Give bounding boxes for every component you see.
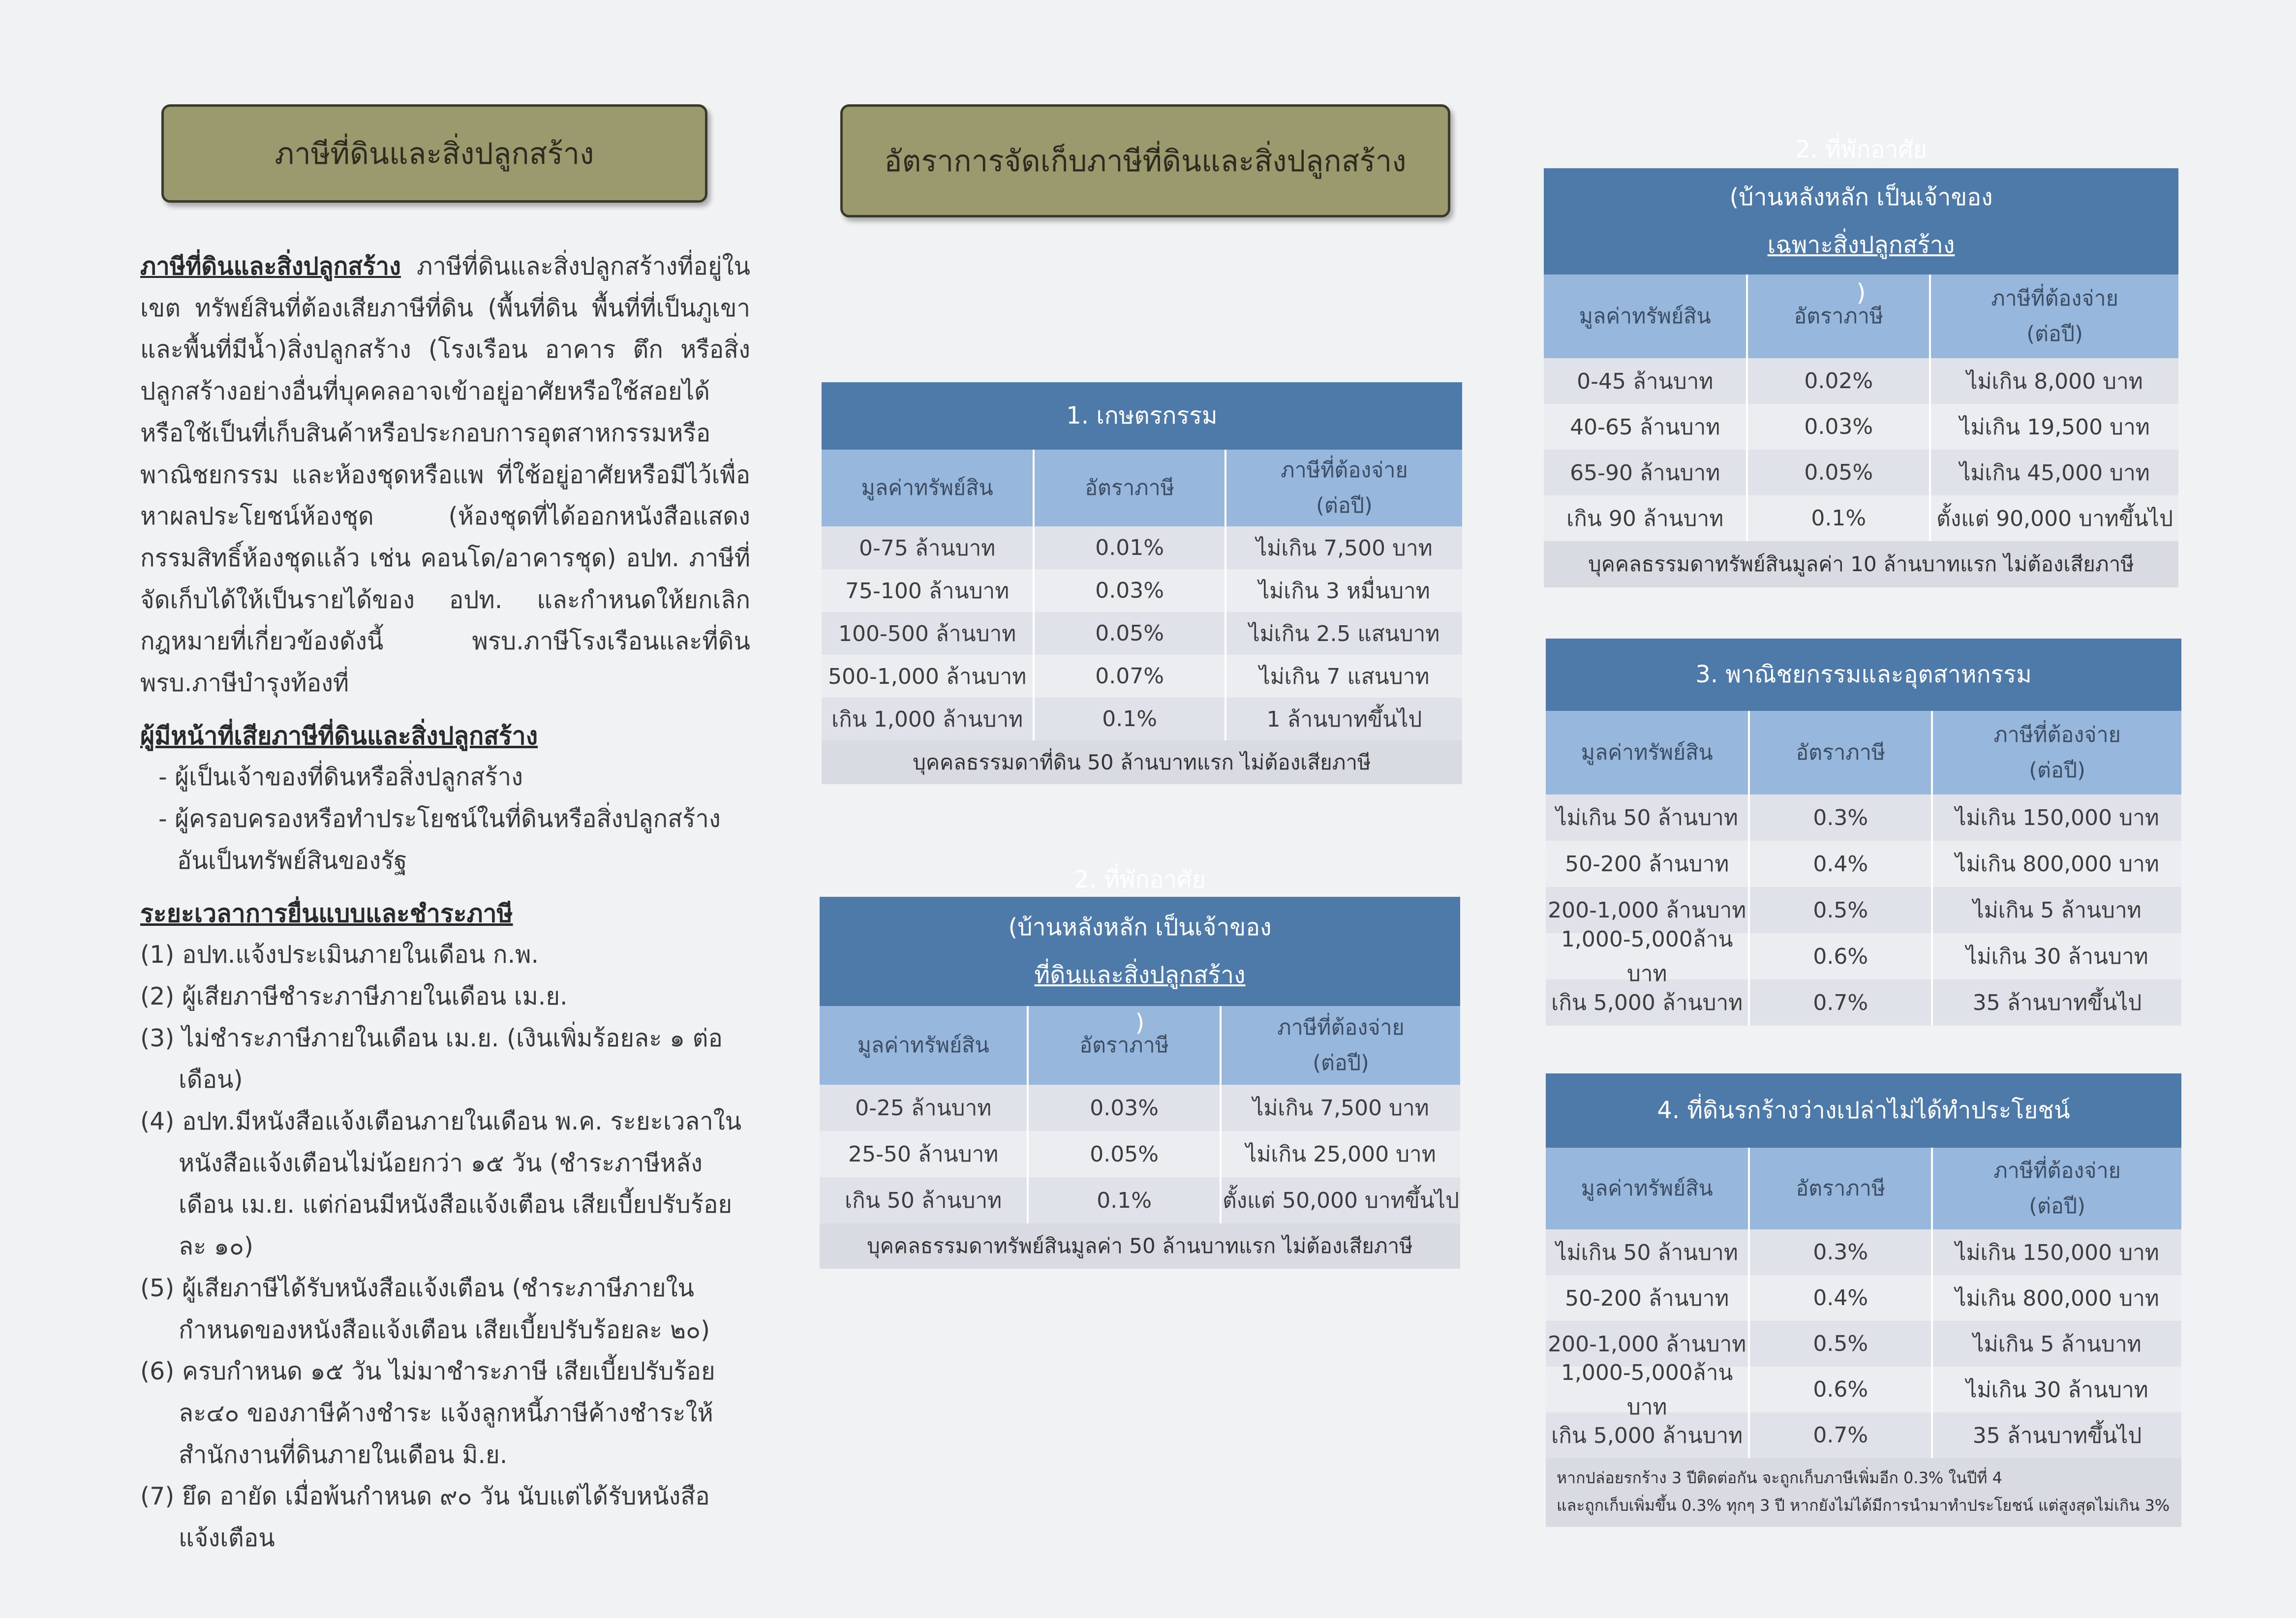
cell-rate: 0.03% xyxy=(1027,1085,1220,1131)
cell-value: เกิน 5,000 ล้านบาท xyxy=(1551,990,1743,1015)
cell-payable: ไม่เกิน 7,500 บาท xyxy=(1220,1085,1460,1131)
cell-payable: 1 ล้านบาทขึ้นไป xyxy=(1225,698,1462,740)
cell-rate: 0.4% xyxy=(1748,841,1931,887)
header-per-year: (ต่อปี) xyxy=(1316,493,1373,518)
cell-value: ไม่เกิน 50 ล้านบาท xyxy=(1556,1240,1738,1265)
table-row xyxy=(1544,450,2178,495)
subtitle-suffix: ) xyxy=(1135,1009,1145,1037)
header-rate: อัตราภาษี xyxy=(1033,450,1225,526)
cell-payable: ไม่เกิน 45,000 บาท xyxy=(1929,450,2178,495)
cell-rate: 0.1% xyxy=(1033,698,1225,740)
header-payable-text: ภาษีที่ต้องจ่าย xyxy=(1991,286,2118,311)
header-value: มูลค่าทรัพย์สิน xyxy=(1581,1176,1713,1201)
subtitle-prefix: (บ้านหลังหลัก เป็นเจ้าของ xyxy=(1008,914,1272,941)
cell-payable: ไม่เกิน 5 ล้านบาท xyxy=(1931,887,2181,933)
table-footer: บุคคลธรรมดาทรัพย์สินมูลค่า 10 ล้านบาทแรก ไม่ต้องเสียภาษี xyxy=(1544,541,2178,587)
intro-paragraph xyxy=(140,246,750,704)
cell-value: 500-1,000 ล้านบาท xyxy=(828,664,1027,689)
intro-term: ภาษีที่ดินและสิ่งปลูกสร้าง xyxy=(140,252,401,280)
table-row xyxy=(1544,495,2178,541)
table-header xyxy=(1544,275,2178,358)
schedule-item: (7) ยึด อายัด เมื่อพ้นกำหนด ๙๐ วัน นับแต่ได้รับหนังสือแจ้งเตือน xyxy=(140,1482,710,1553)
cell-payable: ไม่เกิน 8,000 บาท xyxy=(1929,358,2178,404)
header-value: มูลค่าทรัพย์สิน xyxy=(1579,304,1711,329)
cell-rate: 0.01% xyxy=(1033,526,1225,569)
cell-payable: 35 ล้านบาทขึ้นไป xyxy=(1931,979,2181,1026)
subtitle-prefix: (บ้านหลังหลัก เป็นเจ้าของ xyxy=(1729,183,1993,211)
cell-value: 40-65 ล้านบาท xyxy=(1570,414,1720,440)
cell-rate: 0.05% xyxy=(1027,1131,1220,1177)
table-note xyxy=(1546,1458,2181,1527)
table-row xyxy=(822,569,1462,612)
table-row xyxy=(1544,404,2178,450)
cell-rate: 0.05% xyxy=(1746,450,1929,495)
cell-value: 200-1,000 ล้านบาท xyxy=(1548,898,1746,923)
table-row xyxy=(822,612,1462,655)
cell-rate: 0.05% xyxy=(1033,612,1225,655)
cell-payable: ไม่เกิน 150,000 บาท xyxy=(1931,794,2181,841)
middle-banner-title: อัตราการจัดเก็บภาษีที่ดินและสิ่งปลูกสร้าง xyxy=(884,144,1407,179)
left-banner xyxy=(161,104,707,203)
schedule-heading: ระยะเวลาการยื่นแบบและชำระภาษี xyxy=(140,899,513,928)
cell-rate: 0.3% xyxy=(1748,794,1931,841)
table-vacant-land xyxy=(1546,1073,2181,1527)
header-payable xyxy=(1220,1006,1460,1085)
table-row xyxy=(1544,358,2178,404)
table-agriculture xyxy=(822,382,1462,784)
schedule-item: (1) อปท.แจ้งประเมินภายในเดือน ก.พ. xyxy=(140,941,539,969)
table-residential-land xyxy=(820,866,1460,1269)
table-title xyxy=(1546,639,2181,711)
cell-payable: ไม่เกิน 5 ล้านบาท xyxy=(1931,1321,2181,1367)
cell-payable: ไม่เกิน 7,500 บาท xyxy=(1225,526,1462,569)
note-line: หากปล่อยรกร้าง 3 ปีติดต่อกัน จะถูกเก็บภาษีเพิ่มอีก 0.3% ในปีที่ 4 xyxy=(1557,1468,2002,1487)
table-row xyxy=(1546,1360,2181,1420)
header-per-year: (ต่อปี) xyxy=(2029,758,2085,783)
cell-value: เกิน 90 ล้านบาท xyxy=(1566,506,1724,531)
table-title-text: 4. ที่ดินรกร้างว่างเปล่าไม่ได้ทำประโยชน์ xyxy=(1657,1097,2070,1124)
subtitle-underlined: เฉพาะสิ่งปลูกสร้าง xyxy=(1767,231,1955,259)
cell-value: 1,000-5,000ล้านบาท xyxy=(1561,927,1733,986)
middle-banner xyxy=(840,104,1450,217)
cell-value: 0-25 ล้านบาท xyxy=(855,1096,992,1121)
cell-payable: 35 ล้านบาทขึ้นไป xyxy=(1931,1412,2181,1458)
table-footer: บุคคลธรรมดาทรัพย์สินมูลค่า 50 ล้านบาทแรก ไม่ต้องเสียภาษี xyxy=(820,1223,1460,1269)
payers-heading: ผู้มีหน้าที่เสียภาษีที่ดินและสิ่งปลูกสร้าง xyxy=(140,721,538,750)
payers-item: - ผู้ครอบครองหรือทำประโยชน์ในที่ดินหรือสิ่งปลูกสร้างอันเป็นทรัพย์สินของรัฐ xyxy=(158,805,721,875)
header-value: มูลค่าทรัพย์สิน xyxy=(861,476,993,500)
header-value: มูลค่าทรัพย์สิน xyxy=(1581,740,1713,765)
table-row xyxy=(1546,1229,2181,1275)
table-row xyxy=(1546,794,2181,841)
table-header xyxy=(1546,1148,2181,1229)
cell-rate: 0.1% xyxy=(1746,495,1929,541)
table-row xyxy=(1546,979,2181,1026)
table-commerce xyxy=(1546,639,2181,1026)
header-payable xyxy=(1929,275,2178,358)
subtitle-suffix: ) xyxy=(1856,279,1866,306)
cell-payable: ตั้งแต่ 90,000 บาทขึ้นไป xyxy=(1929,495,2178,541)
cell-value: เกิน 50 ล้านบาท xyxy=(845,1188,1002,1213)
header-payable-text: ภาษีที่ต้องจ่าย xyxy=(1281,458,1408,483)
cell-payable: ไม่เกิน 150,000 บาท xyxy=(1931,1229,2181,1275)
header-rate: อัตราภาษี xyxy=(1748,711,1931,794)
cell-rate: 0.03% xyxy=(1746,404,1929,450)
table-title-text: 2. ที่พักอาศัย xyxy=(1074,866,1206,893)
table-row xyxy=(1546,841,2181,887)
header-payable-text: ภาษีที่ต้องจ่าย xyxy=(1993,1159,2121,1183)
cell-rate: 0.3% xyxy=(1748,1229,1931,1275)
table-title xyxy=(822,382,1462,450)
table-header xyxy=(822,450,1462,526)
cell-value: 65-90 ล้านบาท xyxy=(1570,460,1720,486)
cell-rate: 0.03% xyxy=(1033,569,1225,612)
cell-value: 50-200 ล้านบาท xyxy=(1565,1285,1729,1311)
cell-payable: ไม่เกิน 25,000 บาท xyxy=(1220,1131,1460,1177)
cell-value: 0-75 ล้านบาท xyxy=(859,535,996,561)
table-header xyxy=(1546,711,2181,794)
table-row xyxy=(820,1085,1460,1131)
header-value: มูลค่าทรัพย์สิน xyxy=(857,1033,989,1058)
table-row xyxy=(1546,927,2181,986)
cell-payable: ไม่เกิน 800,000 บาท xyxy=(1931,1275,2181,1321)
payers-item: - ผู้เป็นเจ้าของที่ดินหรือสิ่งปลูกสร้าง xyxy=(158,763,523,792)
cell-value: 200-1,000 ล้านบาท xyxy=(1548,1331,1746,1357)
cell-value: 100-500 ล้านบาท xyxy=(838,621,1016,646)
cell-rate: 0.6% xyxy=(1748,1367,1931,1412)
table-row xyxy=(1546,1275,2181,1321)
cell-value: ไม่เกิน 50 ล้านบาท xyxy=(1556,805,1738,830)
table-row xyxy=(822,526,1462,569)
cell-rate: 0.5% xyxy=(1748,887,1931,933)
cell-value: 1,000-5,000ล้านบาท xyxy=(1561,1360,1733,1420)
table-row xyxy=(1546,1412,2181,1458)
table-row xyxy=(822,698,1462,740)
cell-payable: ไม่เกิน 2.5 แสนบาท xyxy=(1225,612,1462,655)
cell-payable: ไม่เกิน 30 ล้านบาท xyxy=(1931,933,2181,979)
header-payable xyxy=(1931,1148,2181,1229)
table-footer: บุคคลธรรมดาที่ดิน 50 ล้านบาทแรก ไม่ต้องเสียภาษี xyxy=(822,740,1462,784)
header-per-year: (ต่อปี) xyxy=(2029,1194,2085,1219)
header-payable-text: ภาษีที่ต้องจ่าย xyxy=(1993,723,2121,747)
cell-value: 0-45 ล้านบาท xyxy=(1577,368,1714,394)
table-header xyxy=(820,1006,1460,1085)
header-rate: อัตราภาษี xyxy=(1748,1148,1931,1229)
table-title xyxy=(1546,1073,2181,1148)
intro-text: ภาษีที่ดินและสิ่งปลูกสร้างที่อยู่ในเขต ทรัพย์สินที่ต้องเสียภาษีที่ดิน (พื้นที่ดิน พื้นที่ที่เป็นภูเขาและพื้นที่มีน้ำ)สิ่งปลูกสร้าง (โรงเรือน อาคาร ตึก หรือสิ่งปลูกสร้างอย่างอื่นที่บุคคลอาจเข้าอยู่อาศัยหรือใช้สอยได้ หรือใช้เป็นที่เก็บสินค้าหรือประกอบการอุตสาหกรรมหรือพาณิชยกรรม และห้องชุดหรือแพ ที่ใช้อยู่อาศัยหรือมีไว้เพื่อหาผลประโยชน์ห้องชุด (ห้องชุดที่ได้ออกหนังสือแสดงกรรมสิทธิ์ห้องชุดแล้ว เช่น คอนโด/อาคารชุด) อปท. ภาษีที่จัดเก็บได้ให้เป็นรายได้ของ อปท. และกำหนดให้ยกเลิกกฎหมายที่เกี่ยวข้องดังนี้ พรบ.ภาษีโรงเรือนและที่ดิน พรบ.ภาษีบำรุงท้องที่ xyxy=(140,252,750,698)
cell-payable: ตั้งแต่ 50,000 บาทขึ้นไป xyxy=(1220,1177,1460,1223)
header-payable xyxy=(1931,711,2181,794)
table-row xyxy=(820,1177,1460,1223)
cell-rate: 0.02% xyxy=(1746,358,1929,404)
header-payable-text: ภาษีที่ต้องจ่าย xyxy=(1277,1015,1405,1040)
cell-value: 25-50 ล้านบาท xyxy=(848,1142,999,1167)
cell-value: 75-100 ล้านบาท xyxy=(845,578,1010,604)
cell-rate: 0.07% xyxy=(1033,655,1225,698)
header-rate: อัตราภาษี xyxy=(1746,275,1929,358)
schedule-item: (6) ครบกำหนด ๑๕ วัน ไม่มาชำระภาษี เสียเบี้ยปรับร้อยละ๔๐ ของภาษีค้างชำระ แจ้งลูกหนี้ภาษีค้างชำระให้สำนักงานที่ดินภายในเดือน มิ.ย. xyxy=(140,1357,715,1469)
table-title-text: 2. ที่พักอาศัย xyxy=(1795,136,1927,163)
cell-rate: 0.7% xyxy=(1748,979,1931,1026)
schedule-item: (4) อปท.มีหนังสือแจ้งเตือนภายในเดือน พ.ค. ระยะเวลาในหนังสือแจ้งเตือนไม่น้อยกว่า ๑๕ วัน (ชำระภาษีหลังเดือน เม.ย. แต่ก่อนมีหนังสือแจ้งเตือน เสียเบี้ยปรับร้อยละ ๑๐) xyxy=(140,1107,742,1261)
cell-rate: 0.7% xyxy=(1748,1412,1931,1458)
schedule-item: (5) ผู้เสียภาษีได้รับหนังสือแจ้งเตือน (ชำระภาษีภายในกำหนดของหนังสือแจ้งเตือน เสียเบี้ยปรับร้อยละ ๒๐) xyxy=(140,1274,710,1344)
schedule-item: (3) ไม่ชำระภาษีภายในเดือน เม.ย. (เงินเพิ่มร้อยละ ๑ ต่อเดือน) xyxy=(140,1024,723,1094)
header-payable xyxy=(1225,450,1462,526)
schedule-item: (2) ผู้เสียภาษีชำระภาษีภายในเดือน เม.ย. xyxy=(140,982,568,1010)
cell-payable: ไม่เกิน 7 แสนบาท xyxy=(1225,655,1462,698)
header-per-year: (ต่อปี) xyxy=(2026,322,2083,346)
header-per-year: (ต่อปี) xyxy=(1313,1051,1369,1075)
left-column xyxy=(140,246,750,1559)
note-line: และถูกเก็บเพิ่มขึ้น 0.3% ทุกๆ 3 ปี หากยังไม่ได้มีการนำมาทำประโยชน์ แต่สูงสุดไม่เกิน 3% xyxy=(1557,1496,2170,1515)
cell-rate: 0.1% xyxy=(1027,1177,1220,1223)
cell-value: 50-200 ล้านบาท xyxy=(1565,852,1729,877)
table-residential-building xyxy=(1544,136,2178,587)
cell-value: เกิน 5,000 ล้านบาท xyxy=(1551,1423,1743,1448)
cell-rate: 0.6% xyxy=(1748,933,1931,979)
table-row xyxy=(822,655,1462,698)
cell-payable: ไม่เกิน 3 หมื่นบาท xyxy=(1225,569,1462,612)
cell-rate: 0.5% xyxy=(1748,1321,1931,1367)
cell-payable: ไม่เกิน 30 ล้านบาท xyxy=(1931,1367,2181,1412)
table-title-text: 3. พาณิชยกรรมและอุตสาหกรรม xyxy=(1695,661,2032,688)
cell-value: เกิน 1,000 ล้านบาท xyxy=(831,706,1023,732)
table-row xyxy=(820,1131,1460,1177)
cell-payable: ไม่เกิน 19,500 บาท xyxy=(1929,404,2178,450)
table-title-text: 1. เกษตรกรรม xyxy=(1066,402,1218,429)
header-rate: อัตราภาษี xyxy=(1027,1006,1220,1085)
left-banner-title: ภาษีที่ดินและสิ่งปลูกสร้าง xyxy=(275,136,594,171)
cell-payable: ไม่เกิน 800,000 บาท xyxy=(1931,841,2181,887)
cell-rate: 0.4% xyxy=(1748,1275,1931,1321)
subtitle-underlined: ที่ดินและสิ่งปลูกสร้าง xyxy=(1034,961,1246,989)
